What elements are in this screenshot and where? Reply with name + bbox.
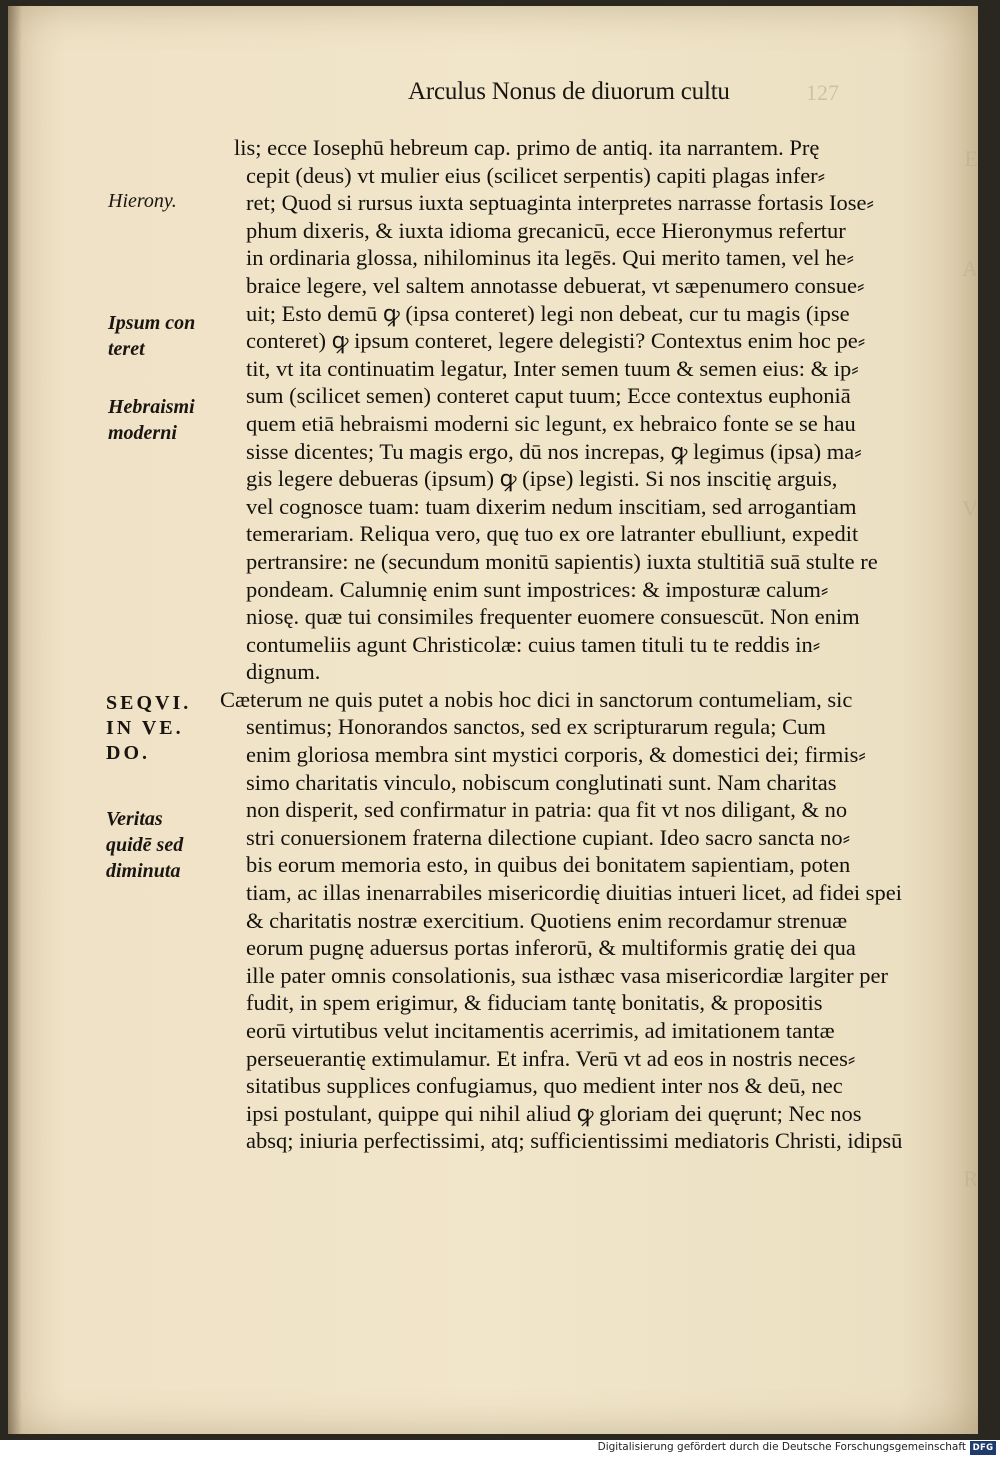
marginal-line: teret <box>108 338 145 360</box>
marginal-line: quidē sed <box>106 834 184 856</box>
text-line: eorum pugnę aduersus portas inferorū, & multiformis gratię dei qua <box>246 935 856 961</box>
bleed-through-letter: R <box>963 1166 978 1191</box>
text-line: sisse dicentes; Tu magis ergo, dū nos increpas, ꝙ legimus (ipsa) ma⸗ <box>246 438 862 464</box>
text-line: pertransire: ne (secundum monitū sapientis) iuxta stultitiā suā stulte re <box>246 548 878 574</box>
text-line: temerariam. Reliqua vero, quę tuo ex ore latranter ebulliunt, expedit <box>246 521 859 547</box>
marginal-line: Ipsum con <box>108 312 196 334</box>
bleed-through-letter: A <box>962 256 978 281</box>
marginal-line: IN VE. <box>106 717 184 739</box>
text-line: tit, vt ita continuatim legatur, Inter semen tuum & semen eius: & ip⸗ <box>246 355 859 381</box>
text-line: braice legere, vel saltem annotasse debuerat, vt sæpenumero consue⸗ <box>246 272 865 298</box>
text-line: sitatibus supplices confugiamus, quo medient inter nos & deū, nec <box>246 1073 843 1099</box>
marginal-note-veritas <box>106 806 183 884</box>
text-line: gis legere debueras (ipsum) ꝙ (ipse) legisti. Si nos inscitię arguis, <box>246 466 838 492</box>
funding-credit: Digitalisierung gefördert durch die Deutsche Forschungsgemeinschaft <box>597 1441 966 1453</box>
text-line: enim gloriosa membra sint mystici corporis, & domestici dei; firmis⸗ <box>246 742 866 768</box>
marginal-line: DO. <box>106 742 150 764</box>
text-line: absq; iniuria perfectissimi, atq; sufficientissimi mediatoris Christi, idipsū <box>246 1128 903 1154</box>
text-line: niosę. quæ tui consimiles frequenter euomere consuescūt. Non enim <box>246 604 860 630</box>
text-line: in ordinaria glossa, nihilominus ita legēs. Qui merito tamen, vel he⸗ <box>246 245 854 271</box>
marginal-line: SEQVI. <box>106 692 192 714</box>
text-line: stri conuersionem fraterna dilectione cupiant. Ideo sacro sancta no⸗ <box>246 824 851 850</box>
bleed-through-letter: V <box>962 496 978 521</box>
text-line: tiam, ac illas inenarrabiles misericordię diuitias intueri licet, ad fidei spei <box>246 880 903 906</box>
bleed-through-letter: E <box>964 146 978 171</box>
marginal-line: Hierony. <box>108 190 177 212</box>
text-line: cepit (deus) vt mulier eius (scilicet serpentis) capiti plagas infer⸗ <box>246 162 826 188</box>
text-line: simo charitatis vinculo, nobiscum conglutinati sunt. Nam charitas <box>246 769 837 795</box>
marginal-note-sequitur <box>106 691 191 766</box>
text-line: contumeliis agunt Christicolæ: cuius tamen tituli tu te reddis in⸗ <box>246 631 821 657</box>
dfg-logo-icon: DFG <box>970 1441 996 1455</box>
text-line: eorū virtutibus velut incitamentis acerrimis, ad imitationem tantæ <box>246 1018 835 1043</box>
text-line: ret; Quod si rursus iuxta septuaginta interpretes narrasse fortasis Iose⸗ <box>246 190 874 216</box>
text-line: dignum. <box>246 659 321 685</box>
text-line: fudit, in spem erigimur, & fiduciam tantę bonitatis, & propositis <box>246 990 823 1016</box>
text-line: phum dixeris, & iuxta idioma grecanicū, ecce Hieronymus refertur <box>246 217 846 243</box>
text-line: bis eorum memoria esto, in quibus dei bonitatem sapientiam, poten <box>246 852 851 878</box>
text-line: ille pater omnis consolationis, sua isthæc vasa misericordiæ largiter per <box>246 962 888 988</box>
marginal-line: Hebraismi <box>108 396 195 418</box>
marginal-line: moderni <box>108 422 177 444</box>
text-line: uit; Esto demū ꝙ (ipsa conteret) legi non debeat, cur tu magis (ipse <box>246 300 850 326</box>
text-line: sentimus; Honorandos sanctos, sed ex scripturarum regula; Cum <box>246 714 826 740</box>
text-line: ipsi postulant, quippe qui nihil aliud ꝙ gloriam dei quęrunt; Nec nos <box>246 1100 862 1126</box>
text-line: Cæterum ne quis putet a nobis hoc dici in sanctorum contumeliam, sic <box>220 686 853 712</box>
book-page <box>8 6 978 1434</box>
text-line: sum (scilicet semen) conteret caput tuum; Ecce contextus euphoniā <box>246 383 851 409</box>
text-line: non disperit, sed confirmatur in patria: qua fit vt nos diligant, & no <box>246 797 848 823</box>
text-line: vel cognosce tuam: tuam dixerim nedum inscitiam, sed arrogantiam <box>246 493 857 519</box>
text-line: perseuerantię extimulamur. Et infra. Verū vt ad eos in nostris neces⸗ <box>246 1045 856 1071</box>
marginal-note-hebraismi <box>108 394 195 446</box>
running-head: Arculus Nonus de diuorum cultu <box>408 78 730 105</box>
marginal-note-hierony <box>108 188 177 214</box>
text-line: & charitatis nostræ exercitium. Quotiens enim recordamur strenuæ <box>246 907 848 933</box>
body-text <box>220 134 974 1155</box>
marginal-note-ipsum <box>108 310 195 362</box>
page-number: 127 <box>806 80 839 105</box>
marginal-line: Veritas <box>106 808 163 830</box>
text-line: pondeam. Calumnię enim sunt impostrices: & imposturæ calum⸗ <box>246 576 829 602</box>
marginal-line: diminuta <box>106 860 181 882</box>
gutter-shadow <box>8 6 22 1434</box>
text-line: conteret) ꝙ ipsum conteret, legere delegisti? Contextus enim hoc pe⸗ <box>246 328 866 354</box>
text-line: quem etiā hebraismi moderni sic legunt, ex hebraico fonte se se hau <box>246 410 856 436</box>
text-line: lis; ecce Iosephū hebreum cap. primo de antiq. ita narrantem. Prę <box>234 135 820 160</box>
